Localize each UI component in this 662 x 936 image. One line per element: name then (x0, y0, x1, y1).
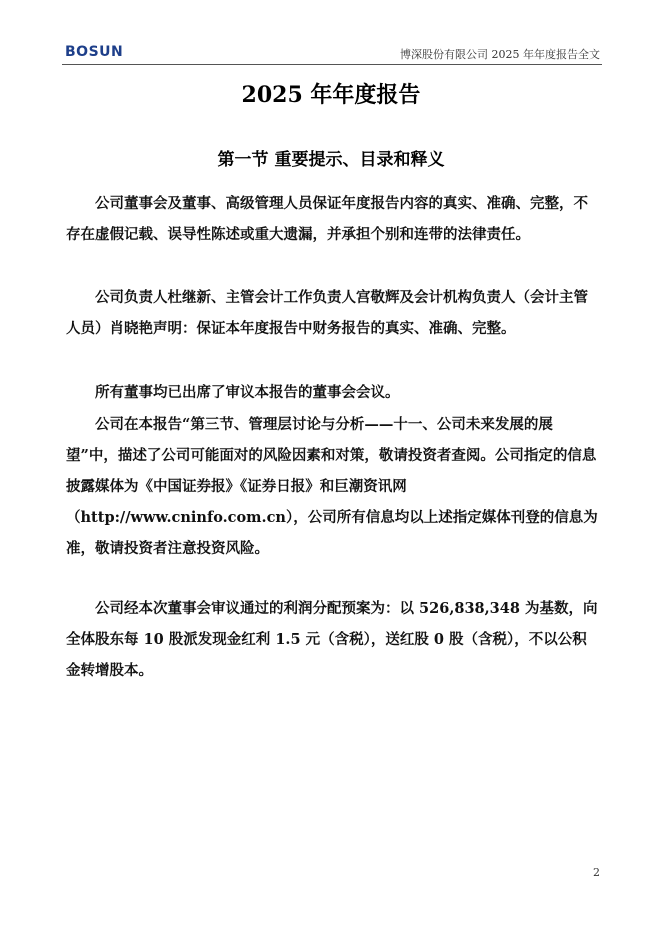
section-title: 第一节 重要提示、目录和释义 (217, 150, 445, 170)
page-header (62, 40, 602, 65)
paragraph-risk-disclosure: 公司在本报告“第三节、管理层讨论与分析——十一、公司未来发展的展望”中，描述了公司可能面对的风险因素和对策，敬请投资者查阅。公司指定的信息披露媒体为《中国证券报》《证券日报》和巨潮资讯网（http://www.cninfo.com.cn），公司所有信息均以上述指定媒体刊登的信息为准，敬请投资者注意投资风险。 (66, 416, 598, 557)
header-title: 博深股份有限公司 2025 年年度报告全文 (400, 48, 600, 61)
paragraph-board-guarantee: 公司董事会及董事、高级管理人员保证年度报告内容的真实、准确、完整，不存在虚假记载、误导性陈述或重大遗漏，并承担个别和连带的法律责任。 (66, 195, 588, 243)
paragraph-profit-distribution: 公司经本次董事会审议通过的利润分配预案为：以 526,838,348 为基数，向全体股东每 10 股派发现金红利 1.5 元（含税），送红股 0 股（含税），不以公积金转增股本。 (66, 600, 598, 679)
paragraph-directors-attendance: 所有董事均已出席了审议本报告的董事会会议。 (95, 384, 400, 401)
document-title: 2025 年年度报告 (241, 82, 421, 108)
page-number: 2 (593, 866, 600, 879)
paragraph-responsible-persons: 公司负责人杜继新、主管会计工作负责人宫敬辉及会计机构负责人（会计主管人员）肖晓艳声明：保证本年度报告中财务报告的真实、准确、完整。 (66, 289, 588, 337)
company-logo: BOSUN (65, 44, 124, 60)
